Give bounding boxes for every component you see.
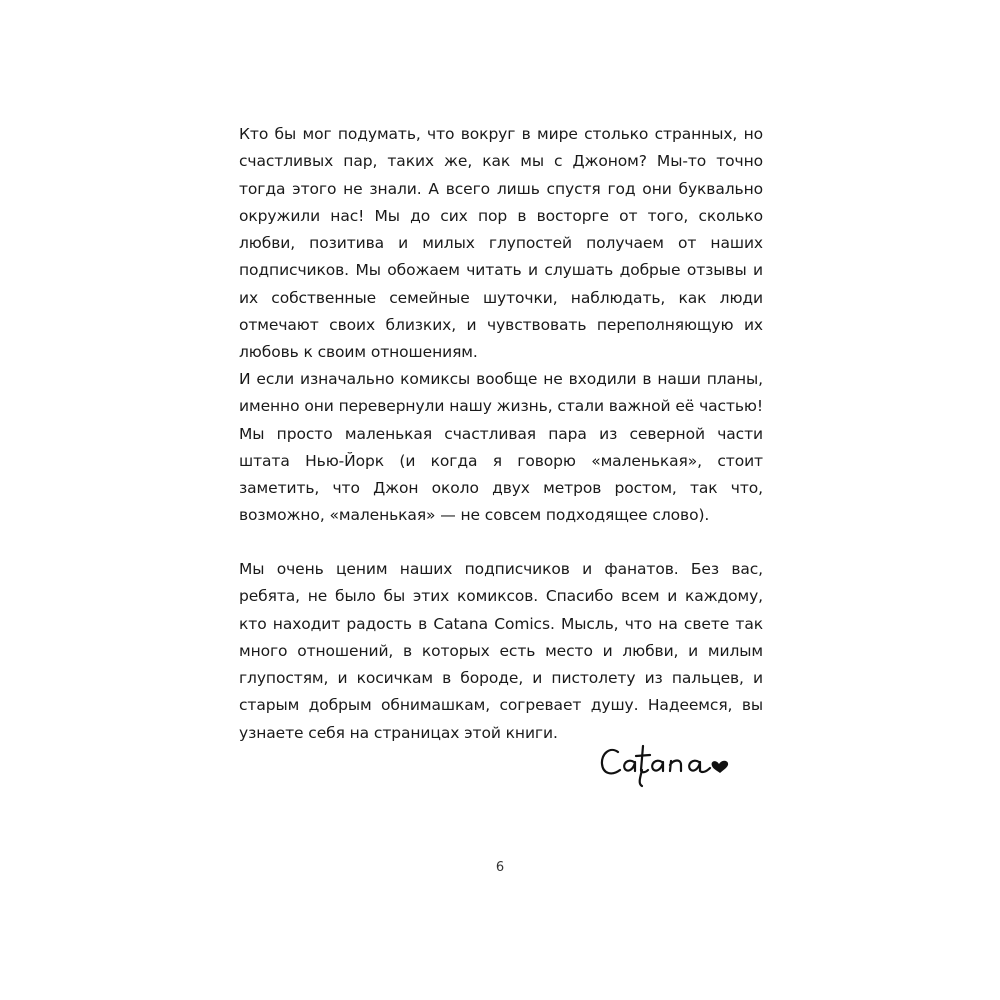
paragraph-2-text: И если изначально комиксы вообще не входили в наши планы, именно они перевернули нашу жизнь, стали важной её частью! Мы просто маленькая счастливая пара из северной части штата Нью-Йорк (и когда я говорю «маленькая», стоит заметить, что Джон около двух метров ростом, так что, возможно, «маленькая» — не совсем подходящее слово). — [239, 370, 763, 525]
heart-icon — [712, 761, 728, 773]
page-number: 6 — [495, 860, 505, 875]
catana-signature — [598, 734, 748, 794]
paragraph-3 — [239, 556, 763, 747]
paragraph-2 — [239, 366, 763, 530]
paragraph-1-text: Кто бы мог подумать, что вокруг в мире столько странных, но счастливых пар, таких же, как мы с Джоном? Мы-то точно тогда этого не знали. А всего лишь спустя год они буквально окружили нас! Мы до сих пор в восторге от того, сколько любви, позитива и милых глупостей получаем от наших подписчиков. Мы обожаем читать и слушать добрые отзывы и их собственные семейные шуточки, наблюдать, как люди отмечают своих близких, и чувствовать переполняющую их любовь к своим отношениям. — [239, 125, 763, 362]
paragraph-1 — [239, 121, 763, 367]
paragraph-3-text: Мы очень ценим наших подписчиков и фанатов. Без вас, ребята, не было бы этих комиксов. Спасибо всем и каждому, кто находит радость в Catana Comics. Мысль, что на свете так много отношений, в которых есть место и любви, и милым глупостям, и косичкам в бороде, и пистолету из пальцев, и старым добрым обнимашкам, согревает душу. Надеемся, вы узнаете себя на страницах этой книги. — [239, 560, 763, 742]
